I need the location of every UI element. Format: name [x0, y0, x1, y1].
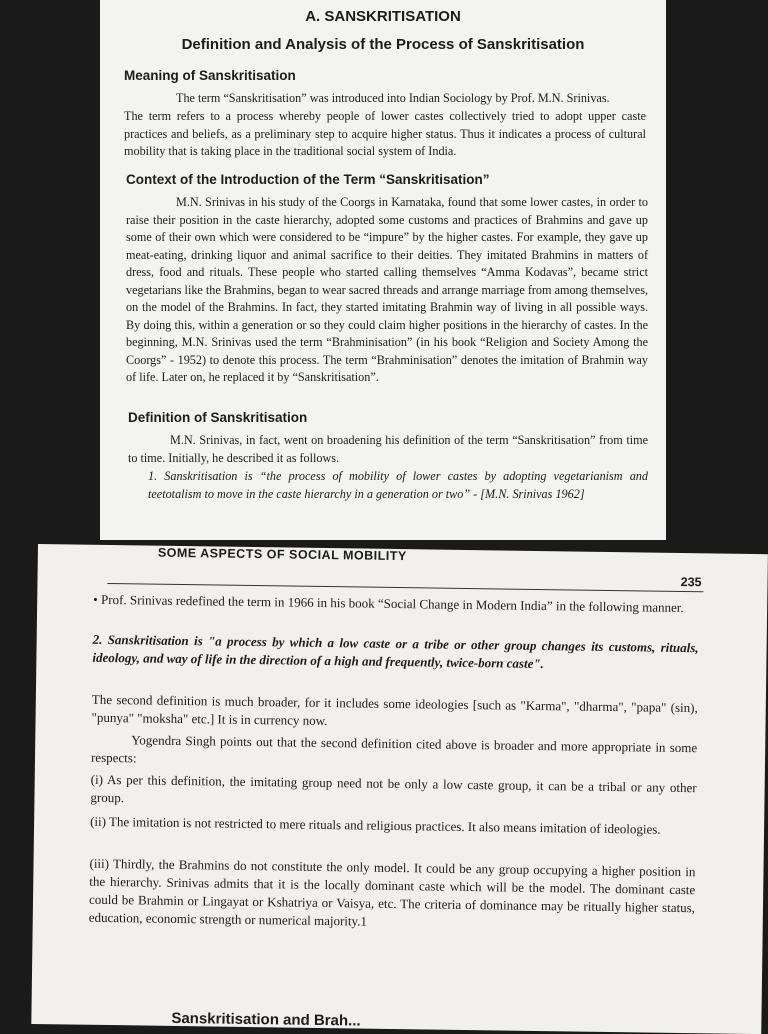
para-definition-2: 2. Sanskritisation is "a process by which a low caste or a tribe or other group changes its customs, rituals, ideology, and way of life in the direction of a high and frequently, twice-born caste".: [92, 631, 699, 672]
context-text: M.N. Srinivas in his study of the Coorgs in Karnataka, found that some lower castes, in order to raise their position in the caste hierarchy, adopted some customs and practices of Brahmins and gave up some of their own which were considered to be “impure” by the higher castes. For example, they gave up meat-eating, drinking liquor and animal sacrifice to their deities. They imitated Brahmins in matters of dress, food and rituals. These people who started calling themselves “Amma Kodavas”, became strict vegetarians like the Brahmins, began to wear sacred threads and arrange marriage from among themselves, on the model of the Brahmins. In fact, they started imitating Brahmin way of living in all possible ways. By doing this, within a generation or so they could claim higher positions in the hierarchy of castes. In the beginning, M.N. Srinivas used the term “Brahminisation” (in his book “Religion and Society Among the Coorgs” - 1952) to denote this process. The term “Brahminisation” denotes the imitation of Brahmin way of life. Later on, he replaced it by “Sanskritisation”.: [126, 195, 648, 384]
running-head: SOME ASPECTS OF SOCIAL MOBILITY: [157, 545, 407, 564]
para-broader: The second definition is much broader, for it includes some ideologies [such as "Karma", "dharma", "papa" (sin), "punya" "moksha" etc.] It is in currency now.: [91, 691, 698, 729]
definition-item-1: 1. Sanskritisation is “the process of mobility of lower castes by adopting vegetarianism and teetotalism to move in the caste hierarchy in a generation or two” - [M.N. Srinivas 1962]: [148, 469, 648, 501]
header-rule: [107, 583, 703, 592]
section-title: A. SANSKRITISATION: [305, 8, 461, 25]
bottom-heading: Sanskritisation and Brah...: [171, 1009, 361, 1030]
meaning-text-2: The term refers to a process whereby people of lower castes collectively tried to adopt upper caste practices and beliefs, as a preliminary step to acquire higher status. Thus it indicates a process of cultural mobility that is taking place in the traditional social system of India.: [124, 109, 646, 158]
meaning-text-1: The term “Sanskritisation” was introduced into Indian Sociology by Prof. M.N. Srinivas.: [176, 91, 610, 105]
meaning-heading: Meaning of Sanskritisation: [124, 68, 296, 83]
para-yogendra: Yogendra Singh points out that the second definition cited above is broader and more appropriate in some respects:: [90, 732, 698, 766]
item-ii: (ii) The imitation is not restricted to mere rituals and religious practices. It also means imitation of ideologies.: [90, 813, 661, 837]
para-redefined: • Prof. Srinivas redefined the term in 1966 in his book “Social Change in Modern India” in the following manner.: [93, 591, 684, 616]
lower-page: [31, 544, 768, 1034]
context-heading: Context of the Introduction of the Term “Sanskritisation”: [126, 172, 490, 187]
definition-heading: Definition of Sanskritisation: [128, 410, 308, 425]
item-iii: (iii) Thirdly, the Brahmins do not constitute the only model. It could be any group occupying a higher position in the hierarchy. Srinivas admits that it is the locally dominant caste which will be the model. The dominant caste could be Brahmin or Lingayat or Kshatriya or Vaisya, etc. The criteria of dominance may be ritually higher status, education, economic strength or numerical majority.1: [88, 855, 696, 929]
page-subtitle: Definition and Analysis of the Process of Sanskritisation: [181, 36, 585, 53]
page-number: 235: [680, 574, 702, 590]
upper-page: [100, 0, 666, 540]
item-i: (i) As per this definition, the imitating group need not be only a low caste group, it can be a tribal or any other group.: [90, 771, 697, 806]
definition-text: M.N. Srinivas, in fact, went on broadening his definition of the term “Sanskritisation” from time to time. Initially, he described it as follows.: [128, 433, 648, 465]
